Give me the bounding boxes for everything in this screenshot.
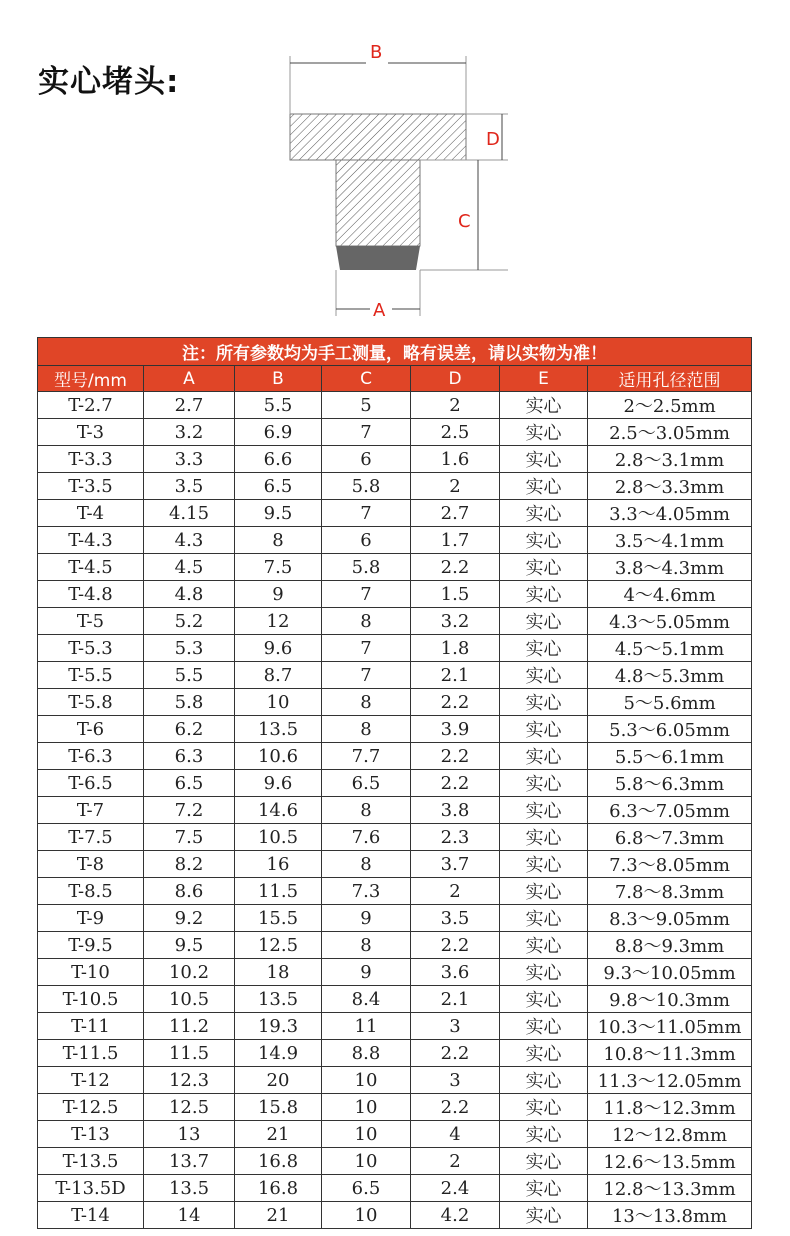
table-cell: 11.5 — [235, 878, 322, 905]
measurement-note: 注：所有参数均为手工测量，略有误差，请以实物为准！ — [38, 338, 752, 366]
table-cell: 7 — [322, 581, 411, 608]
table-cell: 6.5 — [235, 473, 322, 500]
table-cell: T-9 — [38, 905, 144, 932]
table-cell: 2 — [411, 878, 500, 905]
table-cell: T-7.5 — [38, 824, 144, 851]
table-cell: 2.2 — [411, 770, 500, 797]
table-row — [38, 1202, 752, 1229]
table-cell: 3.9 — [411, 716, 500, 743]
table-cell: 5.8 — [322, 473, 411, 500]
table-row — [38, 473, 752, 500]
table-cell: 8 — [235, 527, 322, 554]
table-cell: 5.8～6.3mm — [588, 770, 752, 797]
column-header: D — [411, 366, 500, 392]
table-cell: 实心 — [500, 500, 588, 527]
table-cell: 12.5 — [235, 932, 322, 959]
table-row — [38, 527, 752, 554]
column-header: 型号/mm — [38, 366, 144, 392]
table-cell: 6.3 — [144, 743, 235, 770]
table-cell: 8.2 — [144, 851, 235, 878]
table-cell: T-2.7 — [38, 392, 144, 419]
table-row — [38, 689, 752, 716]
table-cell: 实心 — [500, 959, 588, 986]
table-cell: 2.7 — [411, 500, 500, 527]
table-cell: T-4.8 — [38, 581, 144, 608]
table-cell: 10.3～11.05mm — [588, 1013, 752, 1040]
table-row — [38, 905, 752, 932]
table-cell: 3.5 — [144, 473, 235, 500]
column-header: E — [500, 366, 588, 392]
table-cell: 8.7 — [235, 662, 322, 689]
table-cell: T-10.5 — [38, 986, 144, 1013]
table-row — [38, 635, 752, 662]
table-cell: 10.6 — [235, 743, 322, 770]
table-cell: T-13.5D — [38, 1175, 144, 1202]
table-cell: 实心 — [500, 635, 588, 662]
table-row — [38, 743, 752, 770]
table-cell: 8 — [322, 932, 411, 959]
table-cell: 3.5～4.1mm — [588, 527, 752, 554]
table-cell: 1.5 — [411, 581, 500, 608]
table-cell: 8 — [322, 851, 411, 878]
table-cell: 实心 — [500, 824, 588, 851]
table-cell: 8 — [322, 797, 411, 824]
table-cell: 9.6 — [235, 770, 322, 797]
table-cell: 10 — [322, 1121, 411, 1148]
table-cell: 11.3～12.05mm — [588, 1067, 752, 1094]
table-row — [38, 1121, 752, 1148]
table-cell: 3 — [411, 1067, 500, 1094]
table-header-row — [38, 366, 752, 392]
table-cell: 7.5 — [235, 554, 322, 581]
table-cell: 7.3 — [322, 878, 411, 905]
table-cell: 6 — [322, 446, 411, 473]
table-cell: 实心 — [500, 608, 588, 635]
table-row — [38, 1040, 752, 1067]
table-cell: 实心 — [500, 1202, 588, 1229]
table-cell: 10 — [322, 1094, 411, 1121]
table-cell: 实心 — [500, 797, 588, 824]
table-cell: 10 — [322, 1202, 411, 1229]
table-cell: T-4.3 — [38, 527, 144, 554]
table-cell: 5～5.6mm — [588, 689, 752, 716]
plug-tip — [336, 246, 420, 270]
table-row — [38, 1094, 752, 1121]
table-cell: 11.8～12.3mm — [588, 1094, 752, 1121]
table-row — [38, 392, 752, 419]
table-cell: 7 — [322, 419, 411, 446]
table-cell: 2.1 — [411, 986, 500, 1013]
table-cell: 9.5 — [144, 932, 235, 959]
table-cell: T-10 — [38, 959, 144, 986]
table-cell: 7 — [322, 635, 411, 662]
table-cell: 4 — [411, 1121, 500, 1148]
table-cell: 3 — [411, 1013, 500, 1040]
table-row — [38, 608, 752, 635]
table-cell: T-8 — [38, 851, 144, 878]
table-cell: 实心 — [500, 446, 588, 473]
table-cell: 13.5 — [235, 986, 322, 1013]
table-cell: 2.2 — [411, 1040, 500, 1067]
table-cell: 1.8 — [411, 635, 500, 662]
table-cell: 2.2 — [411, 932, 500, 959]
table-row — [38, 1013, 752, 1040]
table-row — [38, 581, 752, 608]
table-cell: 5.3 — [144, 635, 235, 662]
table-cell: 3.2 — [144, 419, 235, 446]
table-row — [38, 986, 752, 1013]
table-cell: 6.5 — [144, 770, 235, 797]
table-cell: 2 — [411, 473, 500, 500]
table-cell: 实心 — [500, 527, 588, 554]
table-cell: 实心 — [500, 1121, 588, 1148]
table-row — [38, 878, 752, 905]
table-cell: 实心 — [500, 716, 588, 743]
table-row — [38, 446, 752, 473]
table-cell: 5.5 — [144, 662, 235, 689]
table-row — [38, 500, 752, 527]
table-cell: 16 — [235, 851, 322, 878]
table-cell: 12.3 — [144, 1067, 235, 1094]
spec-table — [37, 337, 752, 1229]
table-cell: 8 — [322, 608, 411, 635]
table-cell: 5 — [322, 392, 411, 419]
table-row — [38, 716, 752, 743]
table-row — [38, 1148, 752, 1175]
table-cell: 实心 — [500, 392, 588, 419]
table-cell: 2.2 — [411, 743, 500, 770]
table-cell: T-12.5 — [38, 1094, 144, 1121]
table-cell: 实心 — [500, 851, 588, 878]
table-cell: 实心 — [500, 473, 588, 500]
table-cell: 9 — [322, 905, 411, 932]
table-cell: 4.8～5.3mm — [588, 662, 752, 689]
table-cell: 3.3～4.05mm — [588, 500, 752, 527]
table-cell: 7.3～8.05mm — [588, 851, 752, 878]
table-cell: T-11.5 — [38, 1040, 144, 1067]
table-cell: 7.7 — [322, 743, 411, 770]
table-cell: T-9.5 — [38, 932, 144, 959]
table-cell: 9 — [322, 959, 411, 986]
table-cell: 10.2 — [144, 959, 235, 986]
table-row — [38, 824, 752, 851]
table-cell: 6.9 — [235, 419, 322, 446]
table-cell: 实心 — [500, 1094, 588, 1121]
table-cell: 5.8 — [322, 554, 411, 581]
table-cell: 4.3～5.05mm — [588, 608, 752, 635]
table-cell: 12.5 — [144, 1094, 235, 1121]
table-cell: 10 — [322, 1067, 411, 1094]
table-cell: 7.5 — [144, 824, 235, 851]
table-cell: 6.5 — [322, 1175, 411, 1202]
table-cell: 1.7 — [411, 527, 500, 554]
table-cell: 9 — [235, 581, 322, 608]
table-cell: 实心 — [500, 905, 588, 932]
table-cell: 7 — [322, 500, 411, 527]
table-cell: 实心 — [500, 770, 588, 797]
table-cell: 10.5 — [144, 986, 235, 1013]
table-cell: T-6 — [38, 716, 144, 743]
column-header: 适用孔径范围 — [588, 366, 752, 392]
table-cell: 12.8～13.3mm — [588, 1175, 752, 1202]
table-body — [38, 392, 752, 1229]
t-plug-diagram — [270, 36, 530, 328]
table-row — [38, 851, 752, 878]
table-cell: T-4 — [38, 500, 144, 527]
plug-head — [290, 114, 466, 160]
table-row — [38, 959, 752, 986]
table-cell: 实心 — [500, 1067, 588, 1094]
table-row — [38, 797, 752, 824]
table-cell: 实心 — [500, 932, 588, 959]
table-row — [38, 1175, 752, 1202]
dimension-a-label: A — [373, 300, 386, 321]
table-cell: T-3.5 — [38, 473, 144, 500]
table-cell: 12～12.8mm — [588, 1121, 752, 1148]
table-cell: T-6.3 — [38, 743, 144, 770]
table-cell: 2.8～3.1mm — [588, 446, 752, 473]
table-cell: 5.2 — [144, 608, 235, 635]
table-cell: 5.8 — [144, 689, 235, 716]
table-cell: 7.2 — [144, 797, 235, 824]
table-cell: 3.7 — [411, 851, 500, 878]
table-cell: 13 — [144, 1121, 235, 1148]
table-cell: T-8.5 — [38, 878, 144, 905]
table-cell: 3.6 — [411, 959, 500, 986]
table-cell: T-3 — [38, 419, 144, 446]
table-cell: 2～2.5mm — [588, 392, 752, 419]
table-cell: 6.8～7.3mm — [588, 824, 752, 851]
column-header: C — [322, 366, 411, 392]
table-cell: 6.3～7.05mm — [588, 797, 752, 824]
table-cell: 7.6 — [322, 824, 411, 851]
table-cell: 10 — [235, 689, 322, 716]
table-cell: 2.2 — [411, 554, 500, 581]
column-header: A — [144, 366, 235, 392]
table-cell: 16.8 — [235, 1148, 322, 1175]
table-cell: 实心 — [500, 743, 588, 770]
table-cell: 12 — [235, 608, 322, 635]
table-cell: 21 — [235, 1202, 322, 1229]
table-cell: 8.4 — [322, 986, 411, 1013]
table-cell: 4.5～5.1mm — [588, 635, 752, 662]
table-cell: 4.5 — [144, 554, 235, 581]
table-cell: 实心 — [500, 581, 588, 608]
table-cell: 4.15 — [144, 500, 235, 527]
table-cell: 4～4.6mm — [588, 581, 752, 608]
table-cell: 11.5 — [144, 1040, 235, 1067]
dimension-d-label: D — [486, 129, 500, 150]
table-row — [38, 770, 752, 797]
table-cell: T-11 — [38, 1013, 144, 1040]
table-cell: 8.8 — [322, 1040, 411, 1067]
table-cell: T-4.5 — [38, 554, 144, 581]
table-cell: 4.8 — [144, 581, 235, 608]
table-cell: 19.3 — [235, 1013, 322, 1040]
table-cell: 2.4 — [411, 1175, 500, 1202]
table-cell: 3.3 — [144, 446, 235, 473]
table-cell: 18 — [235, 959, 322, 986]
table-cell: 9.3～10.05mm — [588, 959, 752, 986]
table-cell: 2 — [411, 1148, 500, 1175]
table-cell: 9.2 — [144, 905, 235, 932]
table-cell: 8 — [322, 716, 411, 743]
table-cell: T-13.5 — [38, 1148, 144, 1175]
table-cell: 2.2 — [411, 689, 500, 716]
table-cell: 5.5～6.1mm — [588, 743, 752, 770]
dimension-c-label: C — [458, 211, 471, 232]
table-cell: T-5.3 — [38, 635, 144, 662]
table-cell: 2.1 — [411, 662, 500, 689]
table-cell: 13.7 — [144, 1148, 235, 1175]
table-cell: 12.6～13.5mm — [588, 1148, 752, 1175]
table-cell: 实心 — [500, 689, 588, 716]
table-cell: 7 — [322, 662, 411, 689]
table-cell: 14.9 — [235, 1040, 322, 1067]
table-cell: 实心 — [500, 554, 588, 581]
table-cell: 7.8～8.3mm — [588, 878, 752, 905]
table-cell: 20 — [235, 1067, 322, 1094]
table-cell: 8.8～9.3mm — [588, 932, 752, 959]
table-cell: 3.8 — [411, 797, 500, 824]
table-cell: 4.2 — [411, 1202, 500, 1229]
table-cell: 5.5 — [235, 392, 322, 419]
table-cell: 13～13.8mm — [588, 1202, 752, 1229]
table-cell: 10.5 — [235, 824, 322, 851]
table-cell: 21 — [235, 1121, 322, 1148]
table-cell: 实心 — [500, 1040, 588, 1067]
table-cell: 2.3 — [411, 824, 500, 851]
table-cell: T-3.3 — [38, 446, 144, 473]
column-header: B — [235, 366, 322, 392]
table-cell: 实心 — [500, 1175, 588, 1202]
table-cell: T-12 — [38, 1067, 144, 1094]
table-cell: 6.2 — [144, 716, 235, 743]
table-cell: 2.5～3.05mm — [588, 419, 752, 446]
table-cell: 13.5 — [235, 716, 322, 743]
table-cell: 实心 — [500, 662, 588, 689]
table-cell: 8.3～9.05mm — [588, 905, 752, 932]
table-cell: 9.6 — [235, 635, 322, 662]
table-cell: T-14 — [38, 1202, 144, 1229]
table-cell: 11.2 — [144, 1013, 235, 1040]
table-cell: 11 — [322, 1013, 411, 1040]
table-cell: 15.5 — [235, 905, 322, 932]
table-cell: 9.8～10.3mm — [588, 986, 752, 1013]
table-cell: T-5.8 — [38, 689, 144, 716]
table-cell: 13.5 — [144, 1175, 235, 1202]
table-cell: 16.8 — [235, 1175, 322, 1202]
table-cell: 14 — [144, 1202, 235, 1229]
table-cell: 实心 — [500, 1148, 588, 1175]
table-cell: T-7 — [38, 797, 144, 824]
table-cell: 1.6 — [411, 446, 500, 473]
table-row — [38, 662, 752, 689]
table-cell: 8 — [322, 689, 411, 716]
page-title: 实心堵头: — [38, 64, 180, 100]
table-cell: 6.6 — [235, 446, 322, 473]
table-row — [38, 554, 752, 581]
table-row — [38, 932, 752, 959]
table-cell: 3.5 — [411, 905, 500, 932]
table-cell: 6 — [322, 527, 411, 554]
table-cell: 2.2 — [411, 1094, 500, 1121]
table-cell: 6.5 — [322, 770, 411, 797]
table-cell: T-6.5 — [38, 770, 144, 797]
table-cell: 3.2 — [411, 608, 500, 635]
table-cell: 15.8 — [235, 1094, 322, 1121]
table-cell: 实心 — [500, 878, 588, 905]
table-cell: 2.7 — [144, 392, 235, 419]
table-cell: 9.5 — [235, 500, 322, 527]
table-cell: 2.8～3.3mm — [588, 473, 752, 500]
table-cell: 14.6 — [235, 797, 322, 824]
plug-stem — [336, 160, 420, 246]
table-row — [38, 1067, 752, 1094]
table-cell: 实心 — [500, 1013, 588, 1040]
table-cell: T-5 — [38, 608, 144, 635]
table-row — [38, 419, 752, 446]
table-cell: 10 — [322, 1148, 411, 1175]
table-cell: 8.6 — [144, 878, 235, 905]
table-cell: 实心 — [500, 986, 588, 1013]
table-cell: 5.3～6.05mm — [588, 716, 752, 743]
table-cell: T-5.5 — [38, 662, 144, 689]
table-cell: 10.8～11.3mm — [588, 1040, 752, 1067]
table-cell: T-13 — [38, 1121, 144, 1148]
table-cell: 3.8～4.3mm — [588, 554, 752, 581]
table-cell: 实心 — [500, 419, 588, 446]
dimension-b-label: B — [370, 42, 383, 63]
table-cell: 4.3 — [144, 527, 235, 554]
table-cell: 2.5 — [411, 419, 500, 446]
table-cell: 2 — [411, 392, 500, 419]
